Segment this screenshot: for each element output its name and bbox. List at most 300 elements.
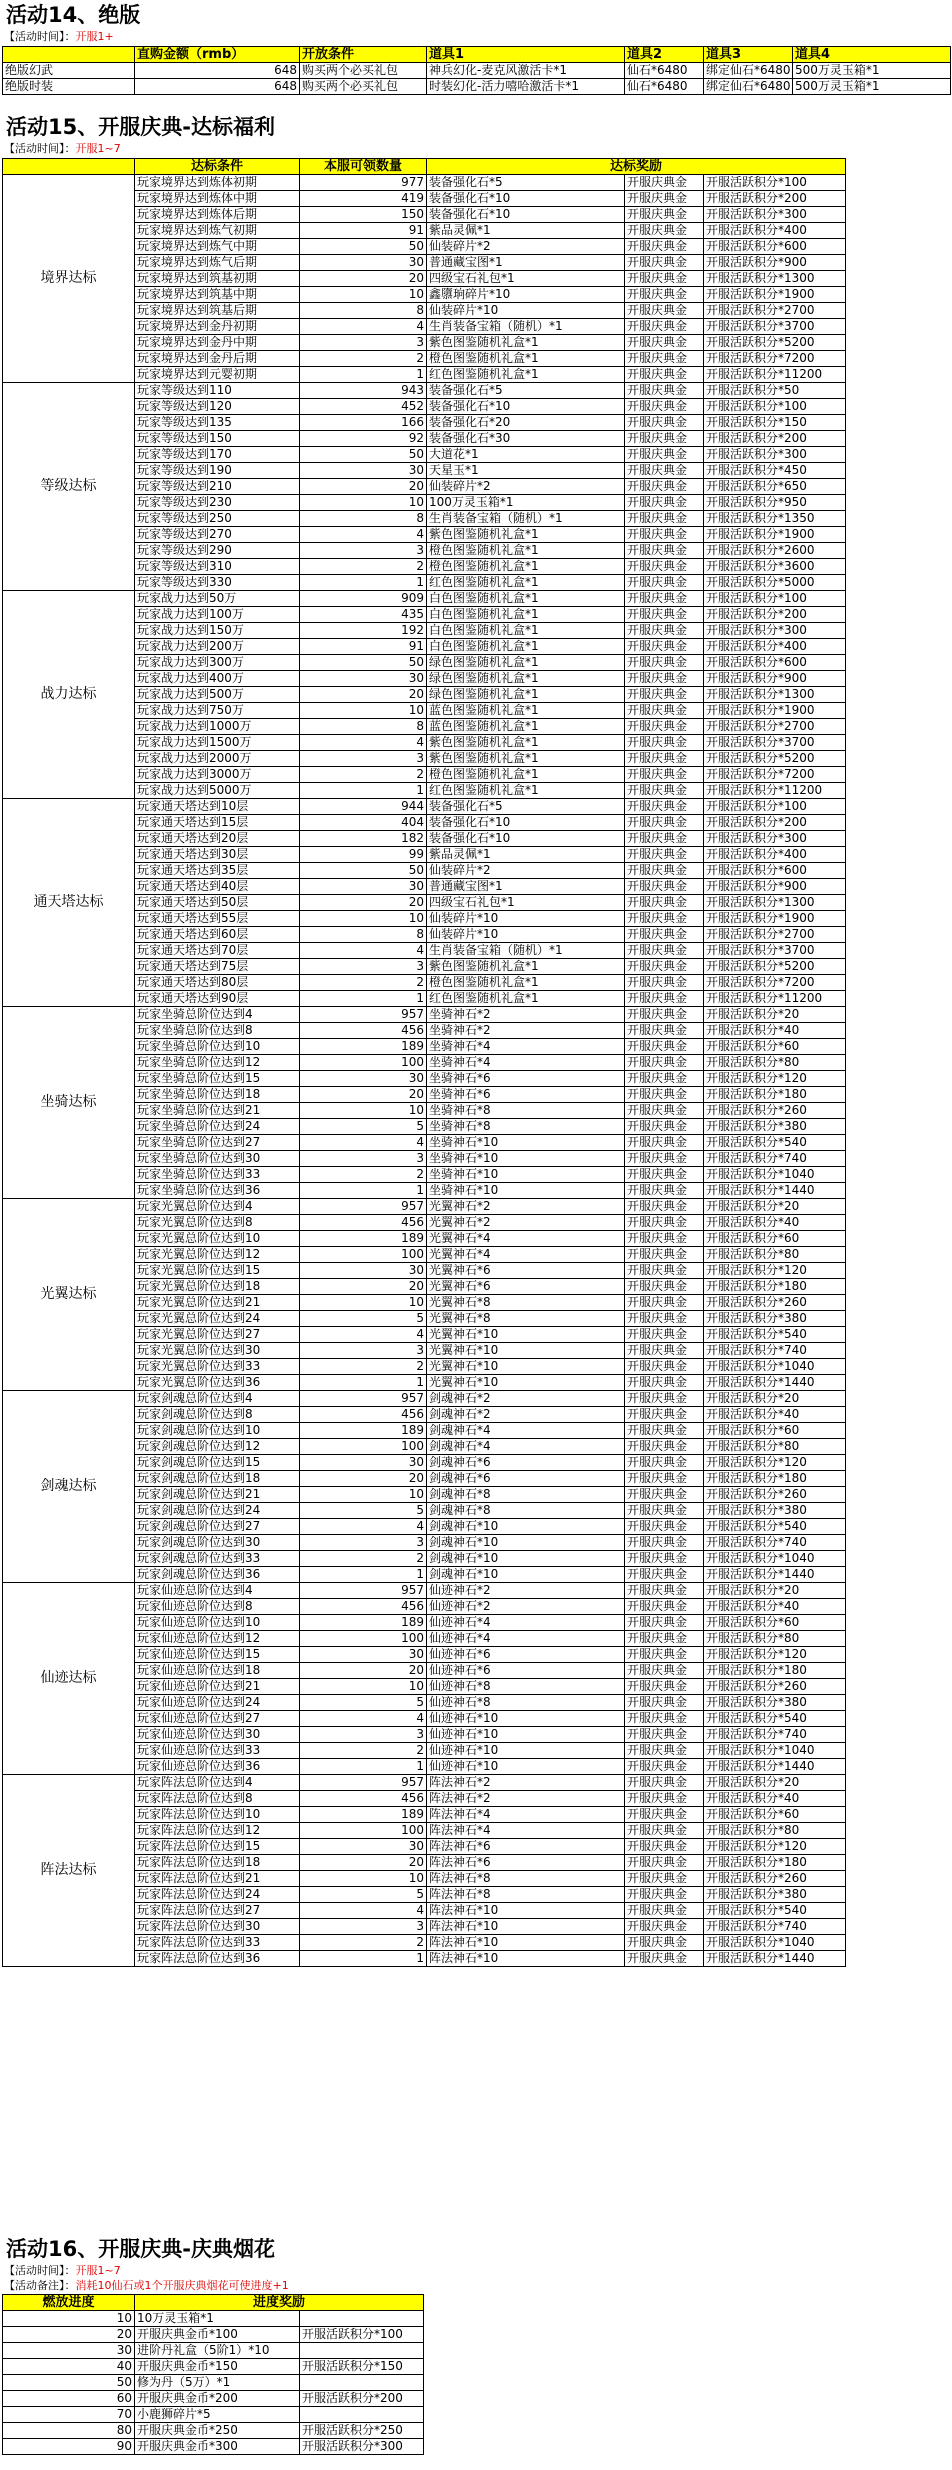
table-cell: 装备强化石*10 [427, 815, 625, 831]
table-cell: 30 [300, 671, 427, 687]
table-cell: 开服庆典金 [625, 1071, 704, 1087]
table-cell: 2 [300, 351, 427, 367]
table-cell: 2 [300, 975, 427, 991]
table-cell: 开服活跃积分*950 [704, 495, 846, 511]
table-cell: 剑魂神石*8 [427, 1503, 625, 1519]
table-cell: 绑定仙石*6480 [704, 63, 793, 79]
table-cell: 开服庆典金币*300 [135, 2439, 300, 2455]
table-cell: 阵法神石*8 [427, 1871, 625, 1887]
table-cell: 玩家境界达到金丹中期 [135, 335, 300, 351]
table-cell: 玩家仙迹总阶位达到4 [135, 1583, 300, 1599]
group-label: 战力达标 [3, 591, 135, 799]
table-cell: 开服庆典金 [625, 1327, 704, 1343]
a14-time-value: 开服1+ [75, 30, 114, 43]
a14-header-cell: 道具3 [704, 47, 793, 63]
table-cell: 开服活跃积分*60 [704, 1615, 846, 1631]
table-cell: 开服庆典金 [625, 1423, 704, 1439]
table-cell: 开服庆典金 [625, 1183, 704, 1199]
table-cell: 玩家境界达到炼体中期 [135, 191, 300, 207]
table-cell: 8 [300, 719, 427, 735]
table-cell: 开服活跃积分*300 [704, 447, 846, 463]
table-cell: 开服庆典金 [625, 223, 704, 239]
table-cell: 开服庆典金 [625, 607, 704, 623]
table-row [3, 175, 846, 191]
table-cell: 开服庆典金 [625, 975, 704, 991]
table-cell: 光翼神石*4 [427, 1231, 625, 1247]
table-cell: 白色图鉴随机礼盒*1 [427, 591, 625, 607]
table-cell: 20 [300, 271, 427, 287]
a15-time-note [4, 142, 121, 156]
table-cell: 玩家仙迹总阶位达到8 [135, 1599, 300, 1615]
table-cell: 开服庆典金 [625, 815, 704, 831]
table-cell: 玩家坐骑总阶位达到33 [135, 1167, 300, 1183]
table-cell: 剑魂神石*6 [427, 1471, 625, 1487]
table-cell: 仙迹神石*4 [427, 1631, 625, 1647]
table-cell: 4 [300, 1135, 427, 1151]
table-cell: 开服活跃积分*200 [704, 191, 846, 207]
table-cell: 开服活跃积分*11200 [704, 991, 846, 1007]
table-cell: 开服活跃积分*2700 [704, 719, 846, 735]
table-cell: 开服活跃积分*40 [704, 1215, 846, 1231]
table-cell: 玩家仙迹总阶位达到12 [135, 1631, 300, 1647]
table-cell: 开服庆典金 [625, 1167, 704, 1183]
table-cell: 坐骑神石*10 [427, 1135, 625, 1151]
table-cell: 435 [300, 607, 427, 623]
table-cell: 阵法神石*2 [427, 1791, 625, 1807]
table-cell: 玩家阵法总阶位达到4 [135, 1775, 300, 1791]
table-cell: 开服活跃积分*80 [704, 1823, 846, 1839]
table-cell: 30 [300, 1647, 427, 1663]
table-cell: 开服庆典金 [625, 1727, 704, 1743]
table-cell: 开服活跃积分*380 [704, 1887, 846, 1903]
table-cell: 2 [300, 1167, 427, 1183]
table-cell: 开服活跃积分*900 [704, 879, 846, 895]
a15-header-cell [3, 159, 135, 175]
table-cell: 坐骑神石*2 [427, 1007, 625, 1023]
table-cell: 仙迹神石*4 [427, 1615, 625, 1631]
table-cell: 仙石*6480 [625, 79, 704, 95]
table-cell: 玩家光翼总阶位达到18 [135, 1279, 300, 1295]
table-cell: 500万灵玉箱*1 [793, 63, 951, 79]
table-cell: 开服活跃积分*380 [704, 1503, 846, 1519]
table-cell: 开服活跃积分*400 [704, 847, 846, 863]
table-cell: 开服庆典金 [625, 623, 704, 639]
table-cell: 60 [3, 2391, 135, 2407]
table-cell: 玩家光翼总阶位达到30 [135, 1343, 300, 1359]
table-cell: 玩家境界达到元婴初期 [135, 367, 300, 383]
table-cell: 944 [300, 799, 427, 815]
table-row [3, 2439, 424, 2455]
table-cell: 玩家坐骑总阶位达到15 [135, 1071, 300, 1087]
table-cell: 开服庆典金币*200 [135, 2391, 300, 2407]
table-cell: 装备强化石*30 [427, 431, 625, 447]
table-cell: 开服活跃积分*300 [300, 2439, 424, 2455]
table-cell: 玩家坐骑总阶位达到8 [135, 1023, 300, 1039]
table-cell: 玩家坐骑总阶位达到30 [135, 1151, 300, 1167]
table-cell: 开服活跃积分*40 [704, 1407, 846, 1423]
table-cell: 玩家战力达到750万 [135, 703, 300, 719]
table-cell: 玩家光翼总阶位达到36 [135, 1375, 300, 1391]
table-cell: 装备强化石*10 [427, 191, 625, 207]
table-row [3, 799, 846, 815]
a14-title: 活动14、绝版 [6, 3, 141, 27]
table-cell: 开服庆典金 [625, 1519, 704, 1535]
table-cell: 开服庆典金 [625, 1551, 704, 1567]
table-cell: 绝版时装 [3, 79, 135, 95]
table-cell: 装备强化石*20 [427, 415, 625, 431]
table-cell: 橙色图鉴随机礼盒*1 [427, 559, 625, 575]
table-cell: 开服活跃积分*740 [704, 1919, 846, 1935]
table-cell: 仙装碎片*10 [427, 303, 625, 319]
table-cell: 玩家坐骑总阶位达到24 [135, 1119, 300, 1135]
table-cell: 开服活跃积分*100 [704, 591, 846, 607]
table-cell: 紫品灵佩*1 [427, 223, 625, 239]
a15-table [2, 158, 846, 1967]
table-cell: 10 [300, 911, 427, 927]
table-cell: 玩家仙迹总阶位达到18 [135, 1663, 300, 1679]
table-cell: 开服活跃积分*5000 [704, 575, 846, 591]
table-cell: 20 [300, 1471, 427, 1487]
table-cell: 开服庆典金 [625, 1615, 704, 1631]
table-cell: 开服庆典金 [625, 1375, 704, 1391]
table-cell: 2 [300, 1551, 427, 1567]
table-cell: 开服庆典金 [625, 463, 704, 479]
table-cell: 8 [300, 303, 427, 319]
table-cell: 10 [300, 1103, 427, 1119]
table-row [3, 2359, 424, 2375]
a16-title: 活动16、开服庆典-庆典烟花 [6, 2237, 275, 2261]
table-cell: 开服庆典金 [625, 735, 704, 751]
table-cell: 开服庆典金 [625, 1535, 704, 1551]
table-cell: 开服庆典金 [625, 1567, 704, 1583]
table-cell: 开服庆典金 [625, 1087, 704, 1103]
table-cell: 189 [300, 1231, 427, 1247]
table-cell: 189 [300, 1807, 427, 1823]
table-cell: 玩家境界达到筑基后期 [135, 303, 300, 319]
table-cell: 玩家仙迹总阶位达到10 [135, 1615, 300, 1631]
table-cell: 10万灵玉箱*1 [135, 2311, 300, 2327]
table-cell: 仙迹神石*10 [427, 1743, 625, 1759]
table-cell: 开服庆典金 [625, 1023, 704, 1039]
table-cell: 开服活跃积分*1900 [704, 527, 846, 543]
table-cell: 生肖装备宝箱（随机）*1 [427, 319, 625, 335]
table-cell: 玩家境界达到炼气初期 [135, 223, 300, 239]
table-cell: 修为丹（5万）*1 [135, 2375, 300, 2391]
table-cell: 开服活跃积分*5200 [704, 959, 846, 975]
table-cell: 生肖装备宝箱（随机）*1 [427, 943, 625, 959]
table-cell: 玩家通天塔达到60层 [135, 927, 300, 943]
table-cell [300, 2343, 424, 2359]
table-cell: 光翼神石*8 [427, 1311, 625, 1327]
table-cell: 开服活跃积分*5200 [704, 751, 846, 767]
table-cell: 玩家等级达到135 [135, 415, 300, 431]
table-cell: 开服活跃积分*200 [704, 431, 846, 447]
table-row [3, 2407, 424, 2423]
table-cell: 玩家等级达到190 [135, 463, 300, 479]
table-cell: 玩家等级达到110 [135, 383, 300, 399]
table-cell: 白色图鉴随机礼盒*1 [427, 623, 625, 639]
table-cell: 阵法神石*2 [427, 1775, 625, 1791]
table-cell: 开服庆典金 [625, 1247, 704, 1263]
table-cell: 坐骑神石*2 [427, 1023, 625, 1039]
table-cell: 玩家仙迹总阶位达到24 [135, 1695, 300, 1711]
table-cell: 普通藏宝图*1 [427, 879, 625, 895]
table-row [3, 1775, 846, 1791]
table-cell: 仙装碎片*10 [427, 927, 625, 943]
table-cell: 开服庆典金 [625, 415, 704, 431]
table-cell: 开服活跃积分*540 [704, 1135, 846, 1151]
table-cell: 玩家等级达到170 [135, 447, 300, 463]
table-cell: 开服庆典金 [625, 1439, 704, 1455]
table-cell: 1 [300, 991, 427, 1007]
table-cell: 4 [300, 943, 427, 959]
table-cell: 开服活跃积分*1040 [704, 1743, 846, 1759]
table-cell: 开服庆典金 [625, 1887, 704, 1903]
table-cell: 坐骑神石*4 [427, 1055, 625, 1071]
table-cell: 957 [300, 1007, 427, 1023]
table-cell: 玩家剑魂总阶位达到4 [135, 1391, 300, 1407]
table-cell: 开服活跃积分*260 [704, 1295, 846, 1311]
a15-title: 活动15、开服庆典-达标福利 [6, 115, 275, 139]
table-cell: 开服活跃积分*120 [704, 1071, 846, 1087]
table-cell: 开服活跃积分*11200 [704, 367, 846, 383]
table-cell: 阵法神石*6 [427, 1839, 625, 1855]
table-cell: 开服庆典金 [625, 207, 704, 223]
table-cell: 仙迹神石*8 [427, 1695, 625, 1711]
table-cell: 开服活跃积分*600 [704, 655, 846, 671]
table-cell: 20 [300, 1279, 427, 1295]
table-cell: 玩家通天塔达到40层 [135, 879, 300, 895]
table-cell: 紫色图鉴随机礼盒*1 [427, 751, 625, 767]
table-cell: 剑魂神石*2 [427, 1407, 625, 1423]
table-cell: 开服活跃积分*120 [704, 1647, 846, 1663]
table-cell: 坐骑神石*6 [427, 1071, 625, 1087]
table-cell: 玩家等级达到230 [135, 495, 300, 511]
table-row [3, 1391, 846, 1407]
table-cell: 开服庆典金 [625, 799, 704, 815]
table-cell: 500万灵玉箱*1 [793, 79, 951, 95]
table-cell: 开服活跃积分*3700 [704, 735, 846, 751]
table-row [3, 63, 951, 79]
table-cell: 开服庆典金 [625, 1135, 704, 1151]
table-cell: 开服庆典金 [625, 751, 704, 767]
table-cell: 开服庆典金 [625, 1679, 704, 1695]
table-cell: 开服活跃积分*80 [704, 1439, 846, 1455]
table-cell: 50 [300, 863, 427, 879]
table-cell: 80 [3, 2423, 135, 2439]
table-cell: 开服庆典金币*250 [135, 2423, 300, 2439]
table-cell: 2 [300, 559, 427, 575]
table-cell: 玩家境界达到金丹后期 [135, 351, 300, 367]
table-cell: 90 [3, 2439, 135, 2455]
table-cell: 开服活跃积分*600 [704, 239, 846, 255]
table-cell: 开服活跃积分*300 [704, 207, 846, 223]
table-cell: 玩家仙迹总阶位达到21 [135, 1679, 300, 1695]
table-cell: 蓝色图鉴随机礼盒*1 [427, 719, 625, 735]
table-cell: 开服庆典金 [625, 1695, 704, 1711]
table-cell: 开服活跃积分*650 [704, 479, 846, 495]
table-cell: 开服庆典金 [625, 287, 704, 303]
table-cell: 开服活跃积分*100 [300, 2327, 424, 2343]
table-cell: 开服活跃积分*80 [704, 1631, 846, 1647]
a14-header-cell: 道具1 [427, 47, 625, 63]
table-cell: 阵法神石*10 [427, 1919, 625, 1935]
table-cell: 玩家阵法总阶位达到12 [135, 1823, 300, 1839]
a16-header-cell: 燃放进度 [3, 2295, 135, 2311]
table-cell: 玩家仙迹总阶位达到33 [135, 1743, 300, 1759]
table-cell: 开服活跃积分*60 [704, 1231, 846, 1247]
table-cell: 开服庆典金 [625, 1279, 704, 1295]
table-cell: 开服活跃积分*80 [704, 1247, 846, 1263]
table-cell: 5 [300, 1503, 427, 1519]
table-cell: 仙装碎片*10 [427, 911, 625, 927]
table-cell: 光翼神石*6 [427, 1263, 625, 1279]
group-label: 光翼达标 [3, 1199, 135, 1391]
table-cell: 玩家剑魂总阶位达到18 [135, 1471, 300, 1487]
table-cell: 10 [300, 1679, 427, 1695]
table-cell: 坐骑神石*10 [427, 1167, 625, 1183]
table-cell: 开服庆典金 [625, 687, 704, 703]
a14-time-key: 【活动时间】： [4, 30, 76, 43]
table-cell: 开服活跃积分*60 [704, 1039, 846, 1055]
table-cell: 阵法神石*10 [427, 1951, 625, 1967]
table-cell: 开服活跃积分*1900 [704, 703, 846, 719]
table-cell: 开服庆典金 [625, 1039, 704, 1055]
table-cell: 456 [300, 1791, 427, 1807]
table-cell: 开服活跃积分*3700 [704, 943, 846, 959]
table-cell: 开服活跃积分*1900 [704, 287, 846, 303]
table-cell: 8 [300, 511, 427, 527]
a14-header-cell: 道具4 [793, 47, 951, 63]
table-cell: 装备强化石*5 [427, 175, 625, 191]
table-cell: 189 [300, 1423, 427, 1439]
table-cell: 玩家光翼总阶位达到27 [135, 1327, 300, 1343]
table-cell: 开服庆典金 [625, 543, 704, 559]
table-cell: 开服活跃积分*40 [704, 1599, 846, 1615]
table-cell: 剑魂神石*10 [427, 1519, 625, 1535]
table-cell: 玩家光翼总阶位达到15 [135, 1263, 300, 1279]
table-cell: 开服庆典金 [625, 1935, 704, 1951]
table-cell: 100 [300, 1823, 427, 1839]
table-cell: 开服庆典金 [625, 655, 704, 671]
table-cell: 20 [300, 1663, 427, 1679]
table-cell: 957 [300, 1391, 427, 1407]
table-cell: 开服活跃积分*1440 [704, 1375, 846, 1391]
table-cell: 玩家剑魂总阶位达到27 [135, 1519, 300, 1535]
table-cell: 957 [300, 1775, 427, 1791]
table-cell: 开服庆典金 [625, 495, 704, 511]
table-cell: 99 [300, 847, 427, 863]
group-label: 仙迹达标 [3, 1583, 135, 1775]
table-cell: 小鹿狮碎片*5 [135, 2407, 300, 2423]
table-cell: 玩家通天塔达到70层 [135, 943, 300, 959]
table-cell: 419 [300, 191, 427, 207]
table-cell: 开服庆典金 [625, 559, 704, 575]
table-cell: 开服庆典金 [625, 1407, 704, 1423]
table-cell: 玩家通天塔达到50层 [135, 895, 300, 911]
table-cell: 光翼神石*2 [427, 1199, 625, 1215]
table-cell: 仙迹神石*2 [427, 1583, 625, 1599]
group-label: 境界达标 [3, 175, 135, 383]
table-cell: 404 [300, 815, 427, 831]
table-cell: 开服活跃积分*1300 [704, 687, 846, 703]
table-row [3, 591, 846, 607]
table-cell: 1 [300, 1183, 427, 1199]
table-cell: 10 [300, 1295, 427, 1311]
table-cell: 剑魂神石*4 [427, 1439, 625, 1455]
table-cell: 开服庆典金 [625, 1631, 704, 1647]
table-cell: 648 [135, 63, 300, 79]
table-cell: 开服活跃积分*740 [704, 1343, 846, 1359]
table-cell: 开服庆典金 [625, 431, 704, 447]
table-cell: 开服庆典金 [625, 1775, 704, 1791]
table-cell: 开服活跃积分*180 [704, 1087, 846, 1103]
table-cell: 开服庆典金 [625, 911, 704, 927]
table-cell: 开服庆典金 [625, 1855, 704, 1871]
table-cell: 玩家仙迹总阶位达到30 [135, 1727, 300, 1743]
table-cell: 开服活跃积分*120 [704, 1263, 846, 1279]
table-row [3, 1199, 846, 1215]
table-cell: 开服活跃积分*540 [704, 1903, 846, 1919]
table-cell: 开服庆典金 [625, 1359, 704, 1375]
table-cell: 100万灵玉箱*1 [427, 495, 625, 511]
table-cell [300, 2407, 424, 2423]
table-cell: 开服活跃积分*540 [704, 1327, 846, 1343]
table-cell: 玩家通天塔达到75层 [135, 959, 300, 975]
table-cell: 456 [300, 1407, 427, 1423]
a16-time-key: 【活动时间】： [4, 2264, 76, 2277]
table-row [3, 2423, 424, 2439]
table-cell: 仙装碎片*2 [427, 479, 625, 495]
table-cell: 8 [300, 927, 427, 943]
table-cell: 光翼神石*4 [427, 1247, 625, 1263]
table-cell: 开服活跃积分*120 [704, 1455, 846, 1471]
table-cell: 绿色图鉴随机礼盒*1 [427, 671, 625, 687]
table-cell: 3 [300, 1343, 427, 1359]
table-cell: 开服庆典金 [625, 1807, 704, 1823]
table-cell: 玩家仙迹总阶位达到15 [135, 1647, 300, 1663]
table-cell: 开服活跃积分*1040 [704, 1167, 846, 1183]
table-cell: 生肖装备宝箱（随机）*1 [427, 511, 625, 527]
table-cell: 玩家等级达到330 [135, 575, 300, 591]
table-cell: 开服庆典金 [625, 703, 704, 719]
table-cell: 1 [300, 575, 427, 591]
table-cell: 阵法神石*4 [427, 1807, 625, 1823]
table-cell: 紫色图鉴随机礼盒*1 [427, 335, 625, 351]
table-cell: 10 [300, 703, 427, 719]
table-cell: 开服庆典金 [625, 831, 704, 847]
table-cell: 开服庆典金 [625, 511, 704, 527]
table-cell: 光翼神石*10 [427, 1359, 625, 1375]
table-cell: 100 [300, 1055, 427, 1071]
table-cell: 玩家境界达到金丹初期 [135, 319, 300, 335]
table-cell: 紫色图鉴随机礼盒*1 [427, 959, 625, 975]
table-row [3, 2343, 424, 2359]
table-cell: 20 [300, 479, 427, 495]
table-cell: 3 [300, 1727, 427, 1743]
table-cell: 神兵幻化-麦克风激活卡*1 [427, 63, 625, 79]
table-cell: 957 [300, 1199, 427, 1215]
table-cell: 光翼神石*2 [427, 1215, 625, 1231]
table-cell: 开服庆典金 [625, 1119, 704, 1135]
table-cell: 166 [300, 415, 427, 431]
table-cell: 开服活跃积分*180 [704, 1663, 846, 1679]
table-cell: 四级宝石礼包*1 [427, 895, 625, 911]
table-cell: 开服活跃积分*180 [704, 1855, 846, 1871]
table-cell: 开服活跃积分*380 [704, 1311, 846, 1327]
table-cell: 鑫隳珦碎片*10 [427, 287, 625, 303]
table-cell: 玩家战力达到400万 [135, 671, 300, 687]
